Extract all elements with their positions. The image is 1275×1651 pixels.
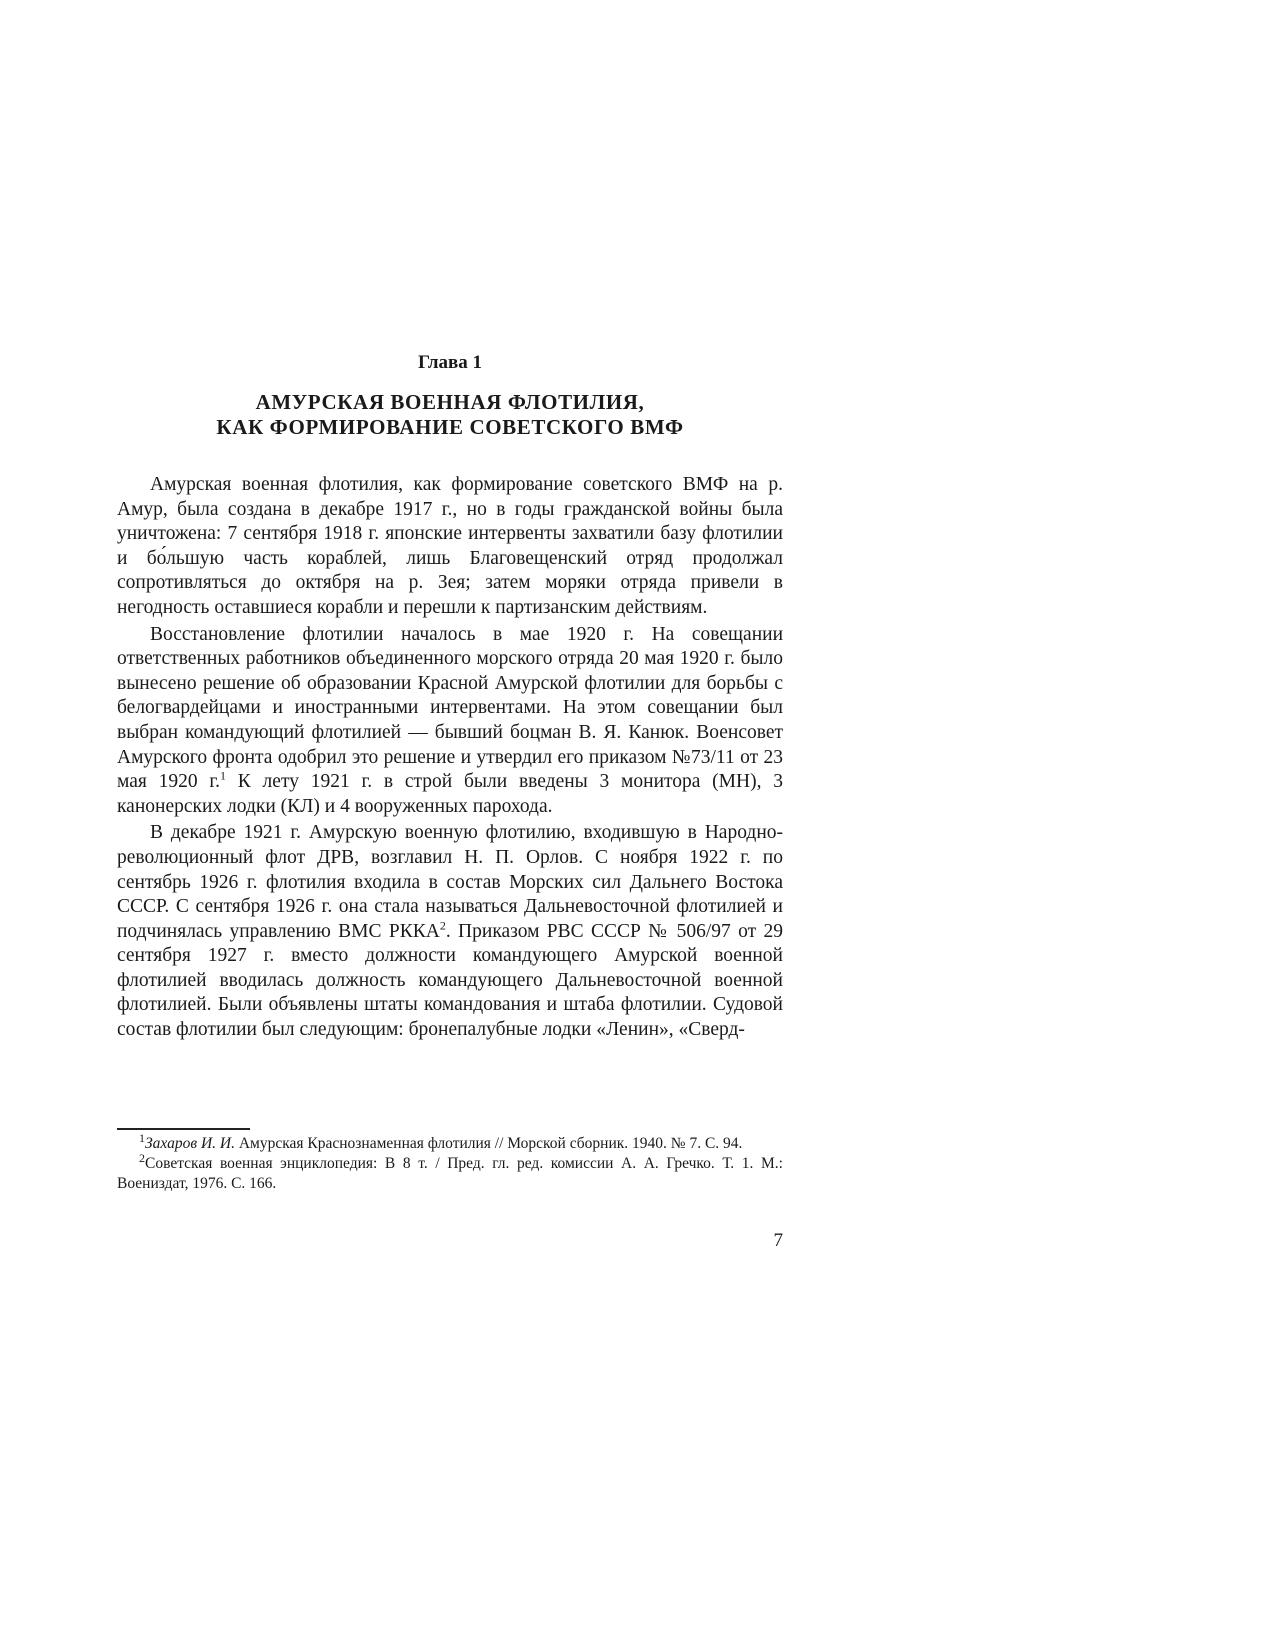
page-number: 7 bbox=[773, 1230, 783, 1251]
footnote-2 bbox=[117, 1150, 783, 1194]
chapter-title bbox=[117, 390, 783, 440]
paragraph-1: Амурская военная флотилия, как формирование советского ВМФ на р. Амур, была создана в декабре 1917 г., но в годы гражданской войны была уничтожена: 7 сентября 1918 г. японские интервенты захватили базу флотилии и бо́льшую часть кораблей, лишь Благовещенский отряд продолжал сопротивляться до октября на р. Зея; затем моряки отряда привели в негодность оставшиеся корабли и перешли к партизанским действиям. bbox=[117, 474, 783, 618]
paragraph-3 bbox=[117, 821, 783, 1042]
paragraph-3-text-a: В декабре 1921 г. Амурскую военную флотилию, входившую в Народно-революционный флот ДРВ, возглавил Н. П. Орлов. С ноября 1922 г. по сентябрь 1926 г. флотилия входила в состав Морских сил Дальнего Востока СССР. С сентября 1926 г. она стала называться Дальневосточной флотилией и подчинялась управлению ВМС РККА bbox=[117, 822, 783, 942]
chapter-label: Глава 1 bbox=[417, 352, 483, 373]
body-text bbox=[117, 473, 783, 1045]
paragraph-2-text-b: К лету 1921 г. в строй были введены 3 монитора (МН), 3 канонерских лодки (КЛ) и 4 вооруженных парохода. bbox=[117, 771, 783, 817]
footnote-1 bbox=[117, 1130, 783, 1154]
paragraph-3-text-b: . Приказом РВС СССР № 506/97 от 29 сентября 1927 г. вместо должности командующего Амурской военной флотилией вводилась должность командующего Дальневосточной военной флотилией. Были объявлены штаты командования и штаба флотилии. Судовой состав флотилии был следующим: бронепалубные лодки «Ленин», «Сверд- bbox=[117, 920, 783, 1041]
footnote-ref-1: 1 bbox=[220, 768, 227, 783]
footnote-1-mark: 1 bbox=[139, 1130, 145, 1145]
footnote-divider bbox=[117, 1128, 250, 1130]
footnote-1-text: Амурская Краснознаменная флотилия // Морской сборник. 1940. № 7. С. 94. bbox=[234, 1135, 743, 1152]
chapter-title-line-2: КАК ФОРМИРОВАНИЕ СОВЕТСКОГО ВМФ bbox=[216, 415, 684, 439]
footnote-1-author: Захаров И. И. bbox=[145, 1135, 235, 1152]
paragraph-2 bbox=[117, 623, 783, 820]
chapter-title-line-1: АМУРСКАЯ ВОЕННАЯ ФЛОТИЛИЯ, bbox=[255, 390, 645, 414]
paragraph-2-text-a: Восстановление флотилии началось в мае 1920 г. На совещании ответственных работников объединенного морского отряда 20 мая 1920 г. было вынесено решение об образовании Красной Амурской флотилии для борьбы с белогвардейцами и иностранными интервентами. На этом совещании был выбран командующий флотилией — бывший боцман В. Я. Канюк. Военсовет Амурского фронта одобрил это решение и утвердил его приказом №73/11 от 23 мая 1920 г. bbox=[117, 623, 783, 793]
footnote-2-text: Советская военная энциклопедия: В 8 т. / Пред. гл. ред. комиссии А. А. Гречко. Т. 1. М.: Воениздат, 1976. С. 166. bbox=[117, 1155, 783, 1192]
footnote-ref-2: 2 bbox=[439, 918, 446, 933]
footnote-2-mark: 2 bbox=[139, 1150, 145, 1165]
footnotes bbox=[117, 1130, 783, 1194]
